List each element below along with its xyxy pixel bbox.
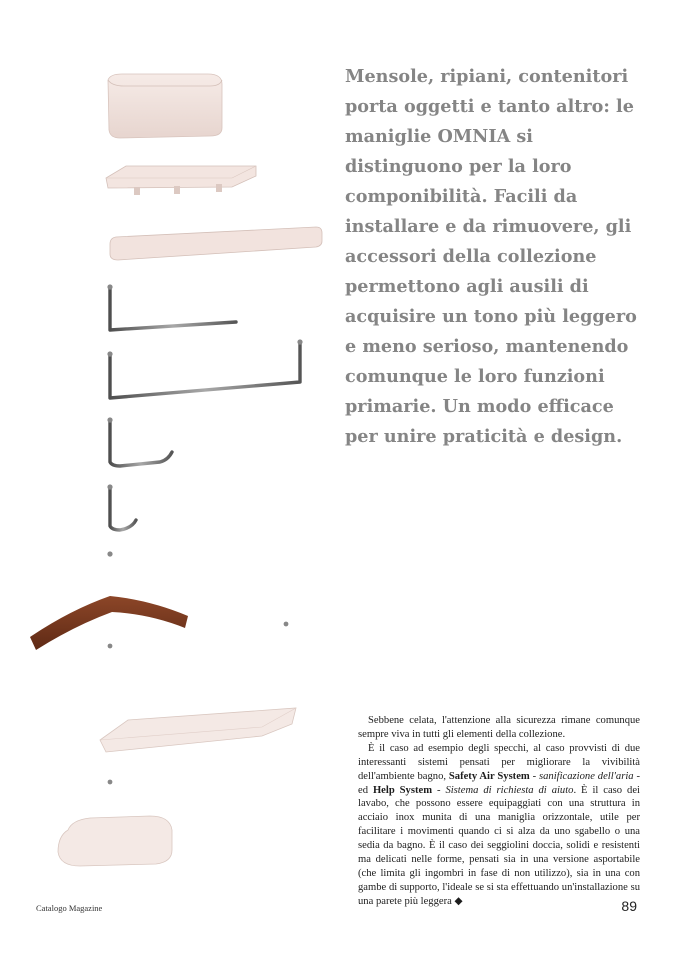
article-body: [358, 714, 640, 909]
hook-small: [110, 487, 136, 530]
shelf-accessory: [106, 166, 256, 195]
paragraph-2: È il caso ad esempio degli specchi, al caso provvisti di due interessanti sistemi pensati per migliorare la vivibilità dell'ambiente bagno, Safety Air System - sanificazione dell'aria - ed Help System - Sistema di richiesta di aiuto. È il caso dei lavabo, che possono essere equipaggiati con una struttura in acciaio inox munita di una maniglia orizzontale, utile per facilitare i movimenti quando ci si alza da uno sgabello o una sedia da bagno. È il caso dei seggiolini doccia, solidi e resistenti ma delicati nelle forme, pensati sia in una versione asportabile (che limita gli ingombri in fase di non utilizzo), sia in una con gambe di supporto, l'ideale se si sta effettuando un'installazione su una parete più leggera ◆: [358, 742, 640, 907]
hook-large: [110, 420, 172, 466]
end-mark-icon: ◆: [454, 895, 463, 907]
footer-label: Catalogo Magazine: [36, 903, 103, 913]
towel-bar-long: [110, 342, 300, 398]
headline-text: Mensole, ripiani, contenitori porta oggetti e tanto altro: le maniglie OMNIA si distinguono per la loro componibilità. Facili da installare e da rimuovere, gli accessori della collezione permettono agli ausili di acquisire un tono più leggero e meno serioso, mantenendo comunque le loro funzioni primarie. Un modo efficace per unire praticità e design.: [345, 66, 637, 447]
handle-accessory: [110, 227, 322, 260]
towel-bar-short: [110, 287, 236, 330]
safety-air-system: Safety Air System: [448, 770, 530, 782]
paragraph-1: Sebbene celata, l'attenzione alla sicurezza rimane comunque sempre viva in tutti gli elementi della collezione.: [358, 715, 640, 740]
shelf-with-posts: [100, 622, 296, 752]
page-number: 89: [621, 898, 637, 914]
container-accessory: [108, 74, 222, 138]
round-seat: [58, 780, 172, 866]
help-system: Help System: [372, 784, 433, 796]
wooden-handle: [30, 551, 188, 650]
